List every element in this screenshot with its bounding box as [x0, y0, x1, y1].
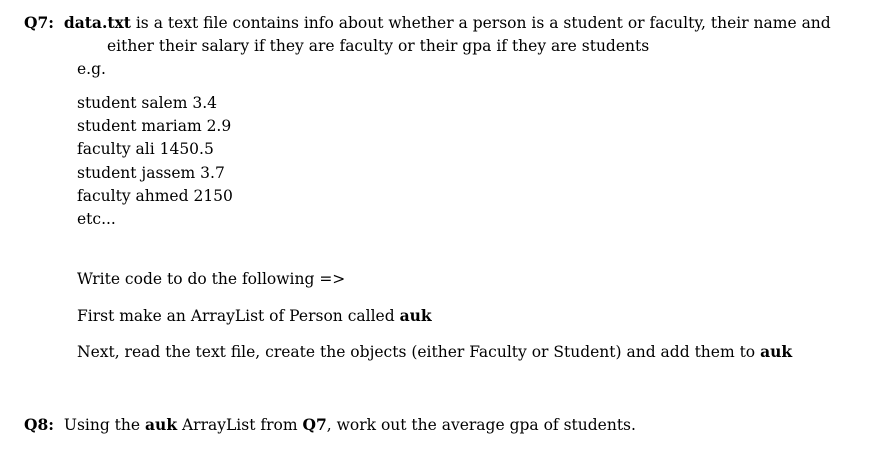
q7-step2: [77, 342, 792, 362]
sample-line: student mariam 2.9: [77, 117, 232, 135]
sample-line: student salem 3.4: [77, 94, 217, 112]
q8-bold-auk: auk: [145, 415, 178, 434]
sample-line: student jassem 3.7: [77, 164, 225, 182]
q7-eg: e.g.: [77, 60, 106, 78]
sample-line: faculty ali 1450.5: [77, 140, 214, 158]
q7-task-intro: Write code to do the following =>: [77, 270, 346, 288]
sample-line: etc...: [77, 210, 116, 228]
q7-intro-text: is a text file contains info about whether a person is a student or faculty, their name and: [130, 14, 831, 32]
q7-label: Q7:: [24, 13, 55, 32]
q7-step2-bold: auk: [760, 342, 793, 361]
q8-bold-q7: Q7: [302, 415, 327, 434]
q7-intro-line2: either their salary if they are faculty or their gpa if they are students: [107, 37, 650, 55]
q8-line: [24, 415, 636, 435]
q7-step1-text: First make an ArrayList of Person called: [77, 307, 400, 325]
q8-label: Q8:: [24, 415, 55, 434]
sample-line: faculty ahmed 2150: [77, 187, 233, 205]
q7-heading-line: [24, 13, 831, 33]
q8-pre: Using the: [63, 416, 145, 434]
q7-step2-text: Next, read the text file, create the objects (either Faculty or Student) and add them to: [77, 343, 761, 361]
q7-step1-bold: auk: [399, 306, 432, 325]
q8-post: , work out the average gpa of students.: [326, 416, 636, 434]
q8-mid: ArrayList from: [177, 416, 303, 434]
q7-filename: data.txt: [63, 13, 131, 32]
q7-step1: [77, 306, 432, 326]
